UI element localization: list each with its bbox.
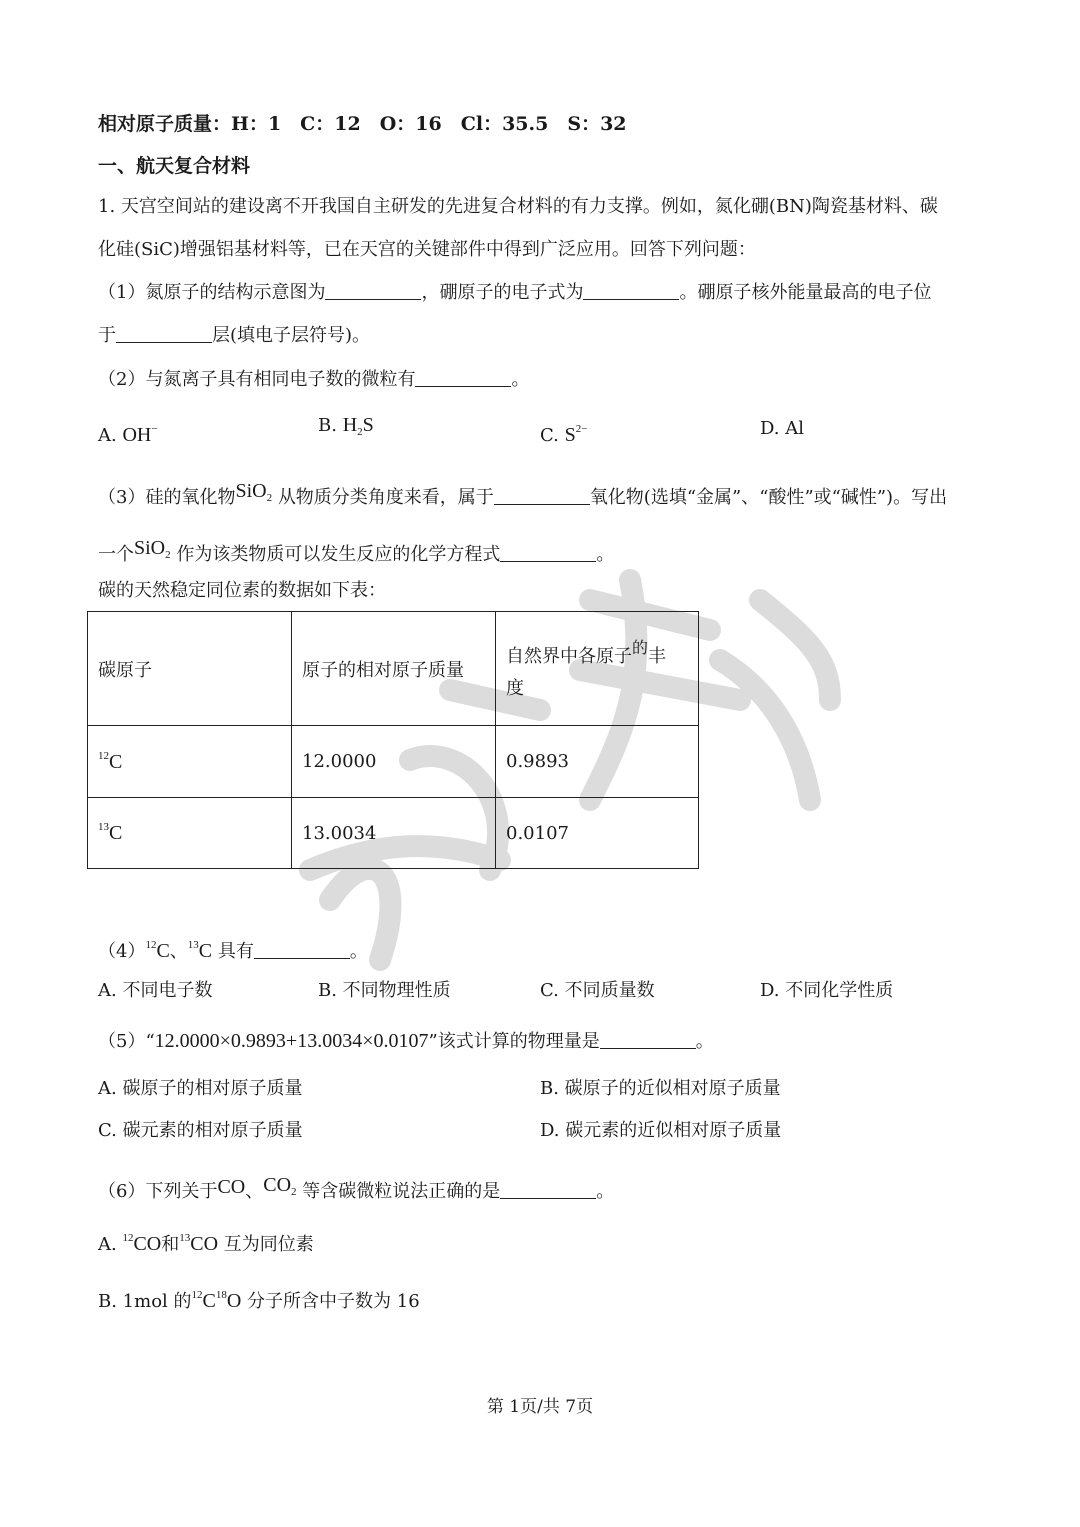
row-13c-symbol: $^{13}$C	[88, 798, 292, 869]
q4-text-b: 具有	[217, 941, 254, 962]
intro-line-1: 1. 天宫空间站的建设离不开我国自主研发的先进复合材料的有力支撑。例如，氮化硼(BN)陶瓷基材料、碳	[98, 196, 938, 217]
section-title: 一、航天复合材料	[98, 155, 251, 177]
row-12c-mass: 12.0000	[292, 726, 496, 798]
question-3-line-1	[98, 478, 947, 511]
q2-option-b[interactable]	[318, 412, 374, 445]
q2-option-c-label: C.	[540, 425, 559, 446]
atomic-mass-header: 相对原子质量：H：1 C：12 O：16 Cl：35.5 S：32	[98, 113, 627, 135]
isotope-table	[87, 611, 699, 869]
q5-formula: 12.0000×0.9893+13.0034×0.0107	[154, 1030, 429, 1052]
q2-option-b-formula: $H_2S$	[342, 414, 374, 438]
q2-option-a-label: A.	[98, 425, 117, 446]
q1-text-e: 层(填电子层符号)。	[212, 325, 371, 346]
q1-text-b: ，硼原子的电子式为	[421, 282, 584, 303]
q3-text-e: 作为该类物质可以发生反应的化学方程式	[176, 544, 501, 565]
table-caption: 碳的天然稳定同位素的数据如下表：	[98, 580, 386, 601]
q6-text-b: 等含碳微粒说法正确的是	[302, 1181, 501, 1202]
intro-line-2: 化硅(SiC)增强铝基材料等，已在天宫的关键部件中得到广泛应用。回答下列问题：	[98, 239, 756, 260]
q5-text-b: ”该式计算的物理量是	[428, 1031, 600, 1052]
question-1-line-1	[98, 280, 931, 306]
q1-blank-2[interactable]	[583, 281, 679, 300]
q2-option-c-formula: $S^{2-}$	[564, 423, 588, 446]
q5-option-b[interactable]: B. 碳原子的近似相对原子质量	[540, 1078, 781, 1099]
q2-option-c[interactable]	[540, 416, 587, 449]
q1-text-d: 于	[98, 325, 116, 346]
question-6: （6）下列关于CO、$CO_2$ 等含碳微粒说法正确的是 。	[98, 1174, 615, 1202]
question-1-line-2	[98, 323, 370, 349]
q2-option-d[interactable]: D. Al	[760, 418, 804, 439]
q2-end: 。	[511, 369, 530, 390]
header-relative-mass: 原子的相对原子质量	[292, 612, 496, 726]
q3-text-a: （3）硅的氧化物	[98, 487, 236, 508]
q1-text-c: 。硼原子核外能量最高的电子位	[679, 282, 932, 303]
q4-option-b[interactable]: B. 不同物理性质	[318, 980, 451, 1001]
q4-13c: $^{13}$C	[187, 939, 213, 962]
q1-blank-1[interactable]	[325, 281, 421, 300]
q6-text-a: （6）下列关于	[98, 1181, 218, 1202]
q5-option-d[interactable]: D. 碳元素的近似相对原子质量	[540, 1120, 782, 1141]
header-carbon-atom: 碳原子	[88, 612, 292, 726]
q6-co2: $CO_2$	[263, 1174, 297, 1198]
q4-blank[interactable]	[254, 940, 350, 959]
header-abundance: 自然界中各原子的丰 度	[496, 612, 699, 726]
q6-co: CO	[217, 1176, 246, 1198]
question-5: （5）“12.0000×0.9893+13.0034×0.0107”该式计算的物理量是 。	[98, 1030, 714, 1052]
row-12c-abundance: 0.9893	[496, 726, 699, 798]
row-13c-abundance: 0.0107	[496, 798, 699, 869]
q2-option-a[interactable]	[98, 416, 158, 449]
q5-option-a[interactable]: A. 碳原子的相对原子质量	[98, 1078, 303, 1099]
row-13c-mass: 13.0034	[292, 798, 496, 869]
question-4: $(4)^{12}C$、$^{13}$C 具有 。	[98, 939, 368, 962]
q5-option-c[interactable]: C. 碳元素的相对原子质量	[98, 1120, 303, 1141]
question-2	[98, 367, 529, 393]
q2-blank[interactable]	[415, 368, 511, 387]
question-3-line-2	[98, 535, 614, 568]
q6-option-a[interactable]: A. $^{12}$CO和$^{13}$CO 互为同位素	[98, 1232, 314, 1255]
q4-option-d[interactable]: D. 不同化学性质	[760, 980, 894, 1001]
q2-text: （2）与氮离子具有相同电子数的微粒有	[98, 369, 416, 390]
q3-blank-1[interactable]	[494, 486, 590, 505]
table-row	[88, 798, 699, 869]
q2-option-a-formula: OH−	[122, 423, 158, 446]
q4-12c: $^{12}$C	[145, 939, 170, 962]
row-12c-symbol: $^{12}$C	[88, 726, 292, 798]
q5-blank[interactable]	[600, 1030, 696, 1049]
table-row	[88, 726, 699, 798]
q3-sio2-2: SiO$_2$	[134, 537, 171, 561]
table-header-row	[88, 612, 699, 726]
q1-text-a: （1）氮原子的结构示意图为	[98, 282, 326, 303]
q2-option-b-label: B.	[318, 415, 337, 436]
q5-text-a: （5）“	[98, 1031, 155, 1052]
q6-option-b[interactable]: B. 1mol 的$^{12}C^{18}O$ 分子所含中子数为 16	[98, 1289, 420, 1312]
page-footer: 第 1页/共 7页	[486, 1397, 594, 1417]
q3-blank-2[interactable]	[500, 543, 596, 562]
q4-option-a[interactable]: A. 不同电子数	[98, 980, 213, 1001]
q3-text-c: 氧化物(选填“金属”、“酸性”或“碱性”)。写出	[589, 487, 948, 508]
q3-text-d: 一个	[98, 544, 134, 565]
q6-blank[interactable]	[500, 1180, 596, 1199]
q3-text-b: 从物质分类角度来看，属于	[277, 487, 494, 508]
q3-end: 。	[596, 544, 615, 565]
q4-option-c[interactable]: C. 不同质量数	[540, 980, 655, 1001]
q1-blank-3[interactable]	[116, 324, 212, 343]
q3-sio2-1: SiO$_2$	[235, 480, 273, 504]
q4-text-a: （4）	[98, 941, 146, 962]
